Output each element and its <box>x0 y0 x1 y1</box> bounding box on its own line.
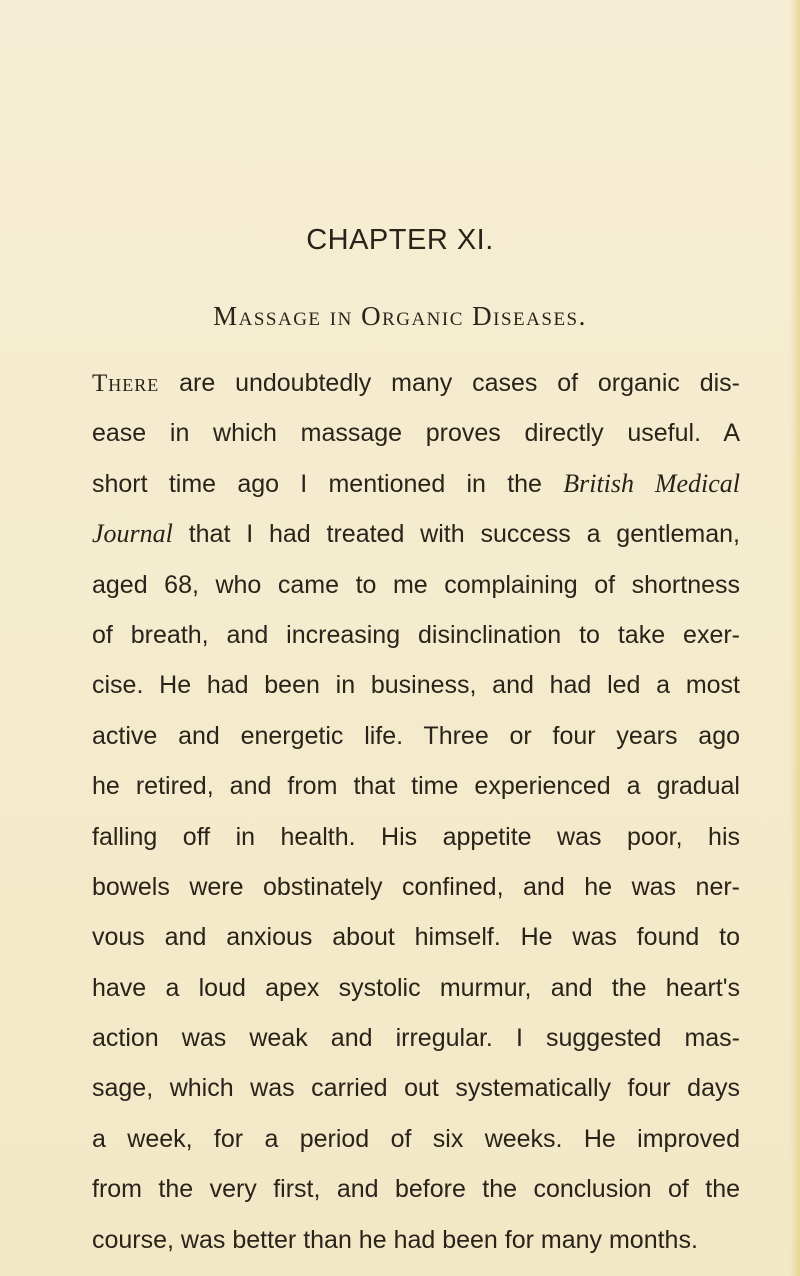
text-line: of breath, and increasing disinclination to take exer- <box>92 620 740 649</box>
text-line: he retired, and from that time experienced a gradual <box>92 772 740 801</box>
chapter-heading: CHAPTER XI. <box>306 224 494 256</box>
journal-title-part1: British Medical <box>563 468 741 498</box>
section-title: Massage in Organic Diseases. <box>213 301 587 331</box>
journal-title-part2: Journal <box>92 519 173 549</box>
text-line: short time ago I mentioned in the British Medical <box>92 468 741 498</box>
text-line: course, was better than he had been for many months. <box>92 1225 698 1254</box>
text-line: have a loud apex systolic murmur, and the heart's <box>92 973 740 1002</box>
text-line: bowels were obstinately confined, and he was ner- <box>92 872 740 901</box>
text-line: ease in which massage proves directly useful. A <box>92 419 740 448</box>
drop-lead-word: There <box>92 370 160 397</box>
text-line: a week, for a period of six weeks. He improved <box>92 1124 740 1153</box>
page-edge-shadow <box>790 0 800 1276</box>
text-line: cise. He had been in business, and had led a most <box>92 671 740 700</box>
text-line: active and energetic life. Three or four years ago <box>92 721 740 750</box>
text-line: from the very first, and before the conclusion of the <box>92 1175 740 1204</box>
text-line: Journal that I had treated with success a gentleman, <box>92 519 740 549</box>
text-line: sage, which was carried out systematically four days <box>92 1074 740 1103</box>
text-line: action was weak and irregular. I suggested mas- <box>92 1024 740 1053</box>
text-line: There are undoubtedly many cases of organic dis- <box>92 369 740 397</box>
text-line: vous and anxious about himself. He was found to <box>92 923 740 952</box>
body-paragraph <box>92 363 740 1270</box>
text-line: aged 68, who came to me complaining of shortness <box>92 570 740 599</box>
text-line: falling off in health. His appetite was poor, his <box>92 822 740 851</box>
